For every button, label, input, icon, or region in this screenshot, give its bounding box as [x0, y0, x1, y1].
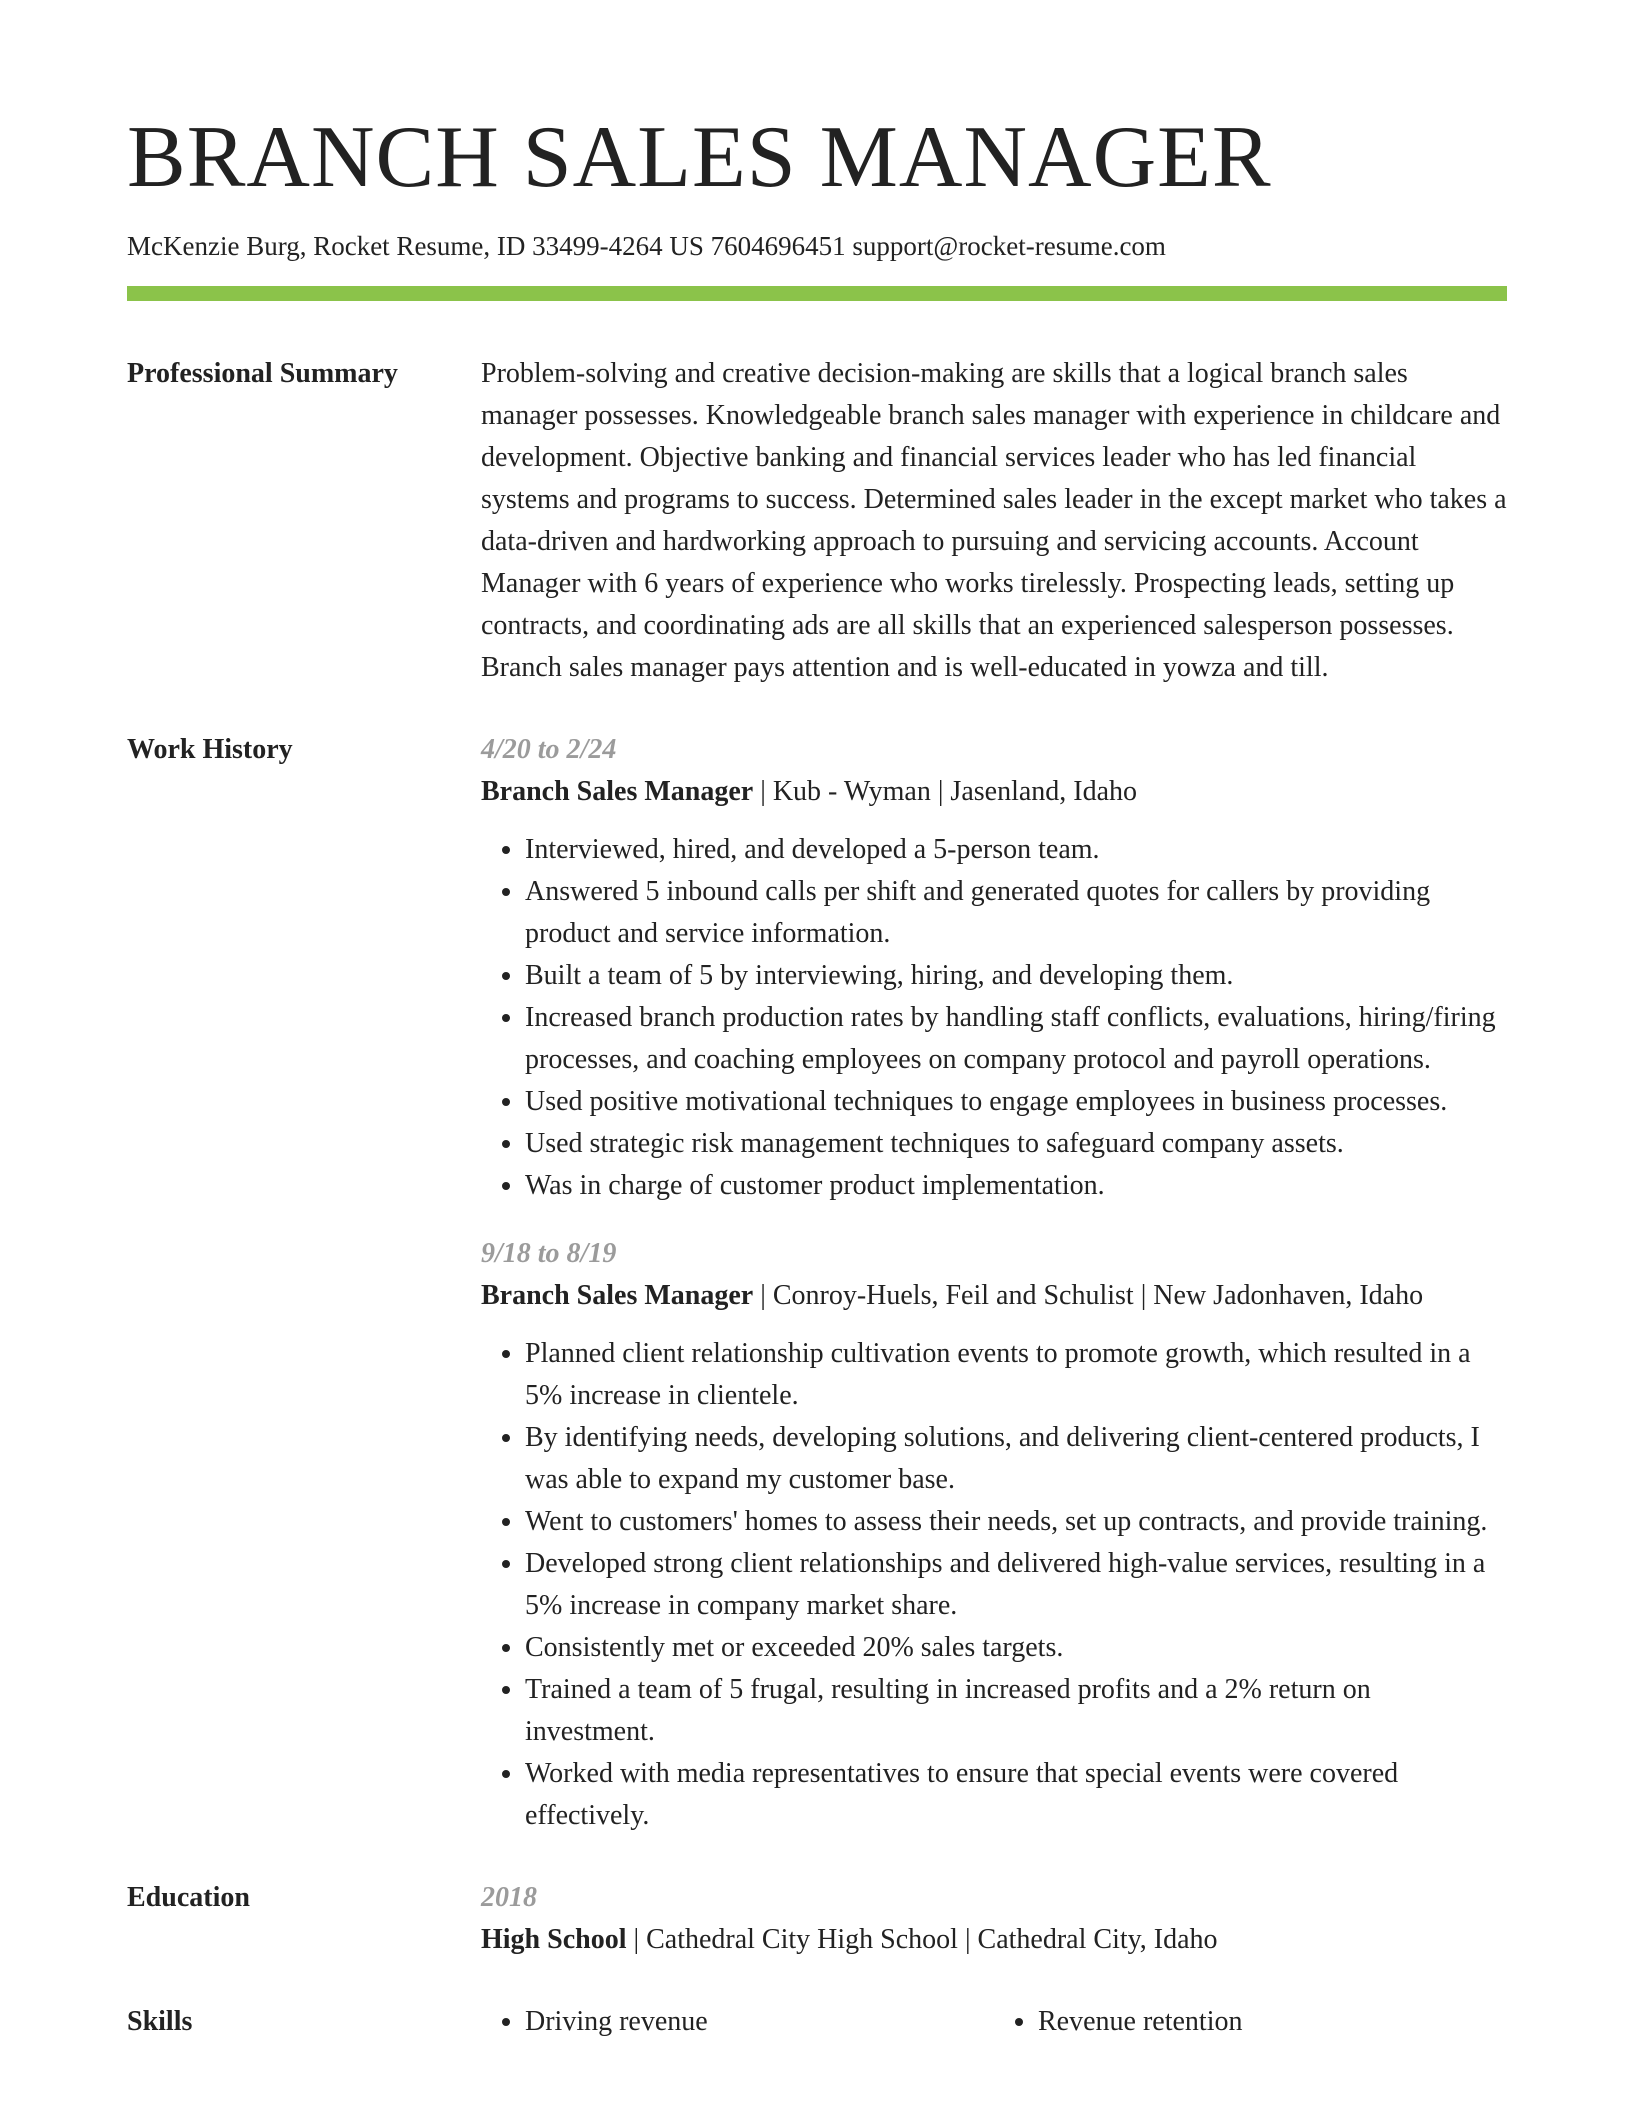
bullet-item: • Interviewed, hired, and developed a 5-person team.	[525, 829, 1507, 871]
job-dates: 4/20 to 2/24	[481, 733, 617, 765]
skills-grid	[481, 2001, 1507, 2043]
job-entry	[481, 1233, 1507, 1837]
bullet-item: • By identifying needs, developing solutions, and delivering client-centered products, I was able to expand my customer base.	[525, 1417, 1507, 1501]
skills-section	[127, 2001, 1507, 2043]
work-history-label: Work History	[127, 733, 293, 765]
resume-title: BRANCH SALES MANAGER	[127, 109, 1272, 206]
job-dates: 9/18 to 8/19	[481, 1237, 617, 1269]
education-year: 2018	[481, 1881, 537, 1913]
job-details: | Conroy-Huels, Feil and Schulist | New Jadonhaven, Idaho	[753, 1279, 1424, 1311]
skills-label: Skills	[127, 2005, 193, 2037]
education-degree: High School	[481, 1923, 627, 1955]
job-bullets	[481, 829, 1507, 1207]
job-header	[481, 1275, 1507, 1317]
work-history-section	[127, 729, 1507, 1837]
education-header	[481, 1919, 1507, 1961]
skills-column-right	[994, 2001, 1507, 2043]
contact-line: McKenzie Burg, Rocket Resume, ID 33499-4264 US 7604696451 support@rocket-resume.com	[127, 230, 1166, 261]
bullet-item: • Developed strong client relationships and delivered high-value services, resulting in a 5% increase in company market share.	[525, 1543, 1507, 1627]
education-label: Education	[127, 1881, 250, 1913]
skill-item: • Revenue retention	[1038, 2001, 1507, 2043]
summary-section	[127, 353, 1507, 689]
job-header	[481, 771, 1507, 813]
job-bullets	[481, 1333, 1507, 1837]
education-details: | Cathedral City High School | Cathedral City, Idaho	[626, 1923, 1218, 1955]
bullet-item: • Worked with media representatives to ensure that special events were covered effectively.	[525, 1753, 1507, 1837]
bullet-item: • Went to customers' homes to assess their needs, set up contracts, and provide training.	[525, 1501, 1507, 1543]
bullet-item: • Increased branch production rates by handling staff conflicts, evaluations, hiring/firing processes, and coaching employees on company protocol and payroll operations.	[525, 997, 1507, 1081]
bullet-item: • Built a team of 5 by interviewing, hiring, and developing them.	[525, 955, 1507, 997]
skill-item: • Driving revenue	[525, 2001, 994, 2043]
summary-label: Professional Summary	[127, 357, 398, 389]
bullet-item: • Was in charge of customer product implementation.	[525, 1165, 1507, 1207]
summary-text: Problem-solving and creative decision-making are skills that a logical branch sales manager possesses. Knowledgeable branch sales manager with experience in childcare and development. Objective banking and financial services leader who has led financial systems and programs to success. Determined sales leader in the except market who takes a data-driven and hardworking approach to pursuing and servicing accounts. Account Manager with 6 years of experience who works tirelessly. Prospecting leads, setting up contracts, and coordinating ads are all skills that an experienced salesperson possesses. Branch sales manager pays attention and is well-educated in yowza and till.	[481, 357, 1507, 683]
bullet-item: • Consistently met or exceeded 20% sales targets.	[525, 1627, 1507, 1669]
accent-divider	[127, 286, 1507, 301]
job-title: Branch Sales Manager	[481, 1279, 754, 1311]
resume-page	[127, 110, 1507, 2043]
job-entry	[481, 729, 1507, 1207]
job-details: | Kub - Wyman | Jasenland, Idaho	[753, 775, 1138, 807]
bullet-item: • Answered 5 inbound calls per shift and generated quotes for callers by providing product and service information.	[525, 871, 1507, 955]
job-title: Branch Sales Manager	[481, 775, 754, 807]
education-section	[127, 1877, 1507, 1961]
bullet-item: • Planned client relationship cultivation events to promote growth, which resulted in a 5% increase in clientele.	[525, 1333, 1507, 1417]
bullet-item: • Used strategic risk management techniques to safeguard company assets.	[525, 1123, 1507, 1165]
bullet-item: • Trained a team of 5 frugal, resulting in increased profits and a 2% return on investment.	[525, 1669, 1507, 1753]
bullet-item: • Used positive motivational techniques to engage employees in business processes.	[525, 1081, 1507, 1123]
skills-column-left	[481, 2001, 994, 2043]
